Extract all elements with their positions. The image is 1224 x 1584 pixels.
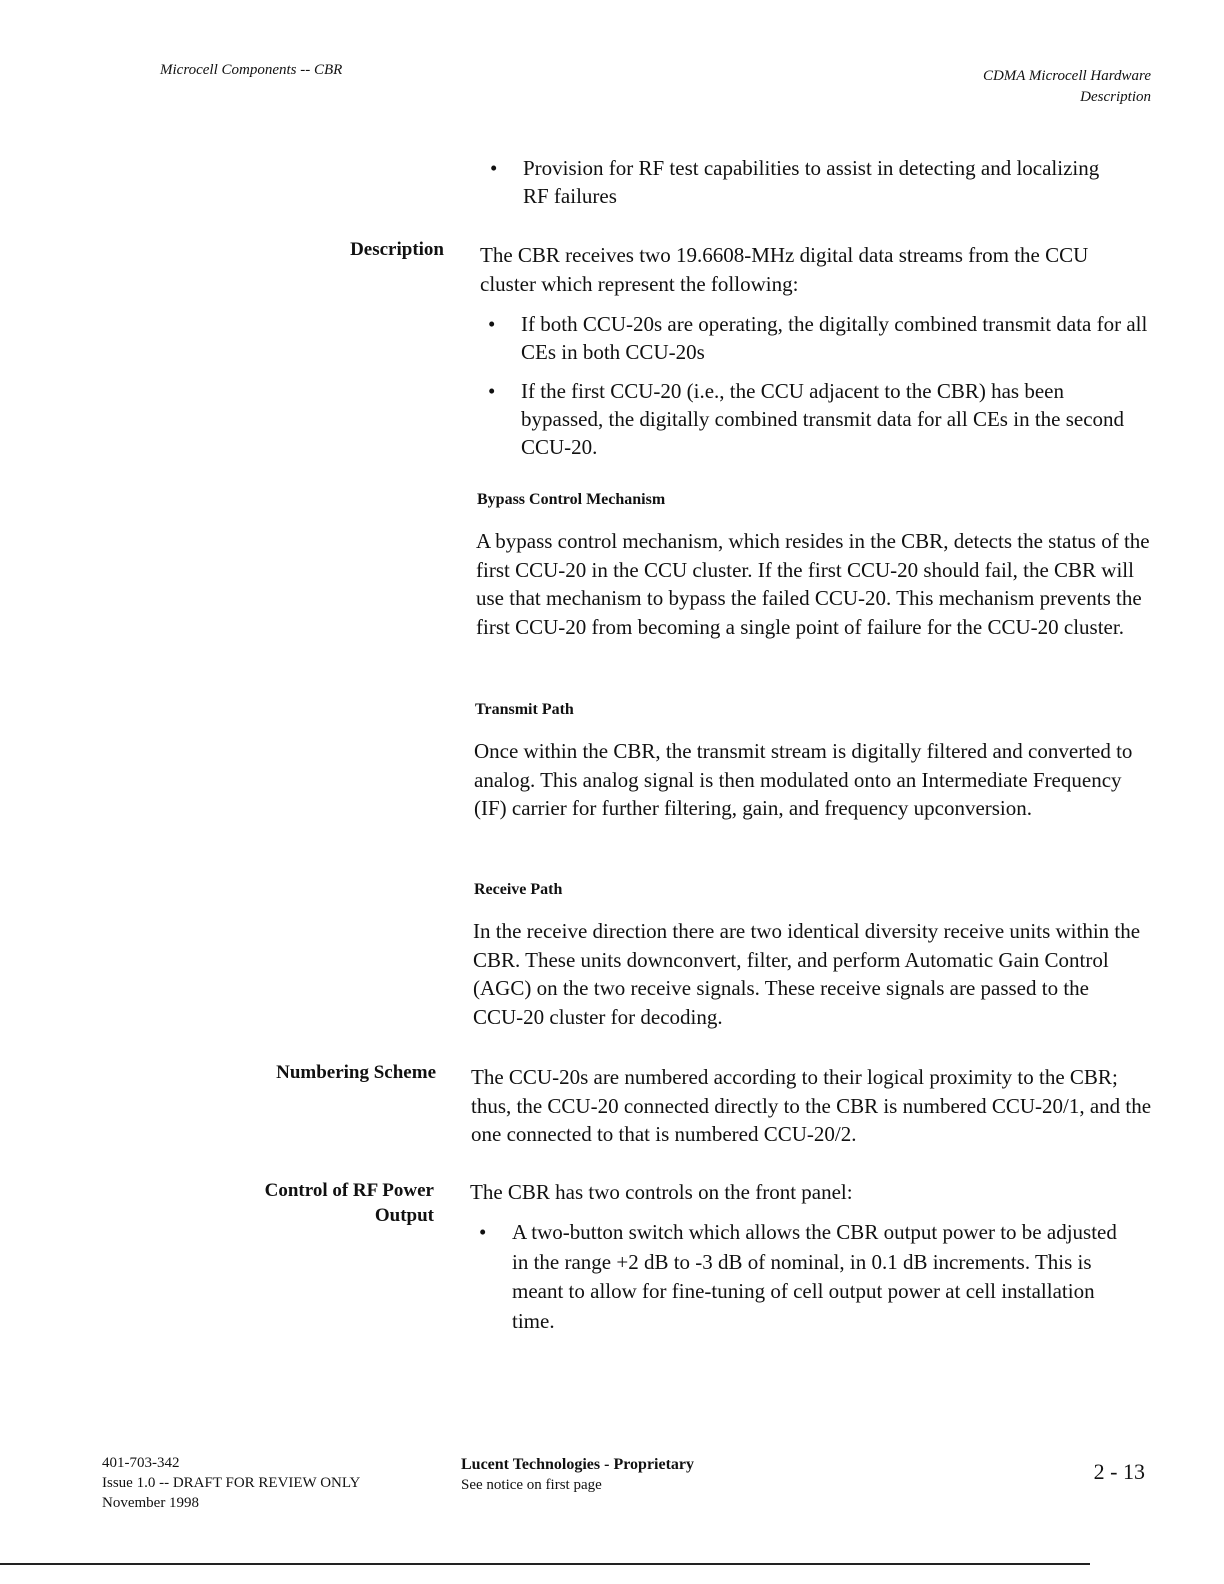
footer-company: Lucent Technologies - Proprietary [461,1456,695,1473]
intro-bullet [490,154,1103,210]
footer-center [461,1455,694,1495]
description-bullet [488,377,1151,461]
bullet-marker: • [488,312,496,336]
description-bullet [488,310,1161,366]
running-header-right-line1: CDMA Microcell Hardware [982,68,1151,84]
running-header-right-line2: Description [1080,89,1151,105]
rf-power-text: The CBR has two controls on the front panel: [470,1180,853,1204]
footer-left [102,1453,360,1513]
bypass-text: A bypass control mechanism, which resides in the CBR, detects the status of the first CCU-20 in the CCU cluster. If the first CCU-20 should fail, the CBR will use that mechanism to bypass the failed CCU-20. This mechanism prevents the first CCU-20 from becoming a single point of failure for the CCU-20 cluster. [476,529,1150,639]
footer-notice: See notice on first page [461,1477,602,1493]
running-header-left: Microcell Components -- CBR [160,62,343,78]
receive-heading: Receive Path [474,881,563,898]
page-number: 2 - 13 [1093,1459,1145,1484]
rf-power-bullet-text: A two-button switch which allows the CBR output power to be adjusted in the range +2 dB to -3 dB of nominal, in 0.1 dB increments. This is meant to allow for fine-tuning of cell output power at cell installation time. [512,1220,1117,1333]
running-header-right [983,66,1151,108]
rf-power-bullet [479,1218,1132,1336]
description-bullet-text: If both CCU-20s are operating, the digitally combined transmit data for all CEs in both CCU-20s [521,312,1148,364]
footer-rule [0,1563,1090,1565]
receive-text: In the receive direction there are two identical diversity receive units within the CBR. These units downconvert, filter, and perform Automatic Gain Control (AGC) on the two receive signals. These receive signals are passed to the CCU-20 cluster for decoding. [473,919,1141,1029]
transmit-text: Once within the CBR, the transmit stream is digitally filtered and converted to analog. This analog signal is then modulated onto an Intermediate Frequency (IF) carrier for further filtering, gain, and frequency upconversion. [474,739,1133,820]
bypass-heading: Bypass Control Mechanism [477,491,666,508]
numbering-text: The CCU-20s are numbered according to their logical proximity to the CBR; thus, the CCU-20 connected directly to the CBR is numbered CCU-20/1, and the one connected to that is numbered CCU-20/2. [471,1065,1152,1146]
rf-power-heading-line2: Output [374,1205,434,1226]
transmit-heading: Transmit Path [475,701,574,718]
bullet-marker: • [479,1220,487,1244]
footer-doc-number: 401-703-342 [102,1455,180,1471]
footer-date: November 1998 [102,1495,200,1511]
footer-issue: Issue 1.0 -- DRAFT FOR REVIEW ONLY [102,1475,361,1491]
description-bullet-text: If the first CCU-20 (i.e., the CCU adjacent to the CBR) has been bypassed, the digitally combined transmit data for all CEs in the second CCU-20. [521,379,1125,459]
bullet-marker: • [490,156,498,180]
rf-power-heading-line1: Control of RF Power [264,1180,434,1201]
intro-bullet-text: Provision for RF test capabilities to assist in detecting and localizing RF failures [523,156,1100,208]
rf-power-heading [214,1178,434,1228]
bullet-marker: • [488,379,496,403]
numbering-heading: Numbering Scheme [276,1062,436,1083]
description-text: The CBR receives two 19.6608-MHz digital data streams from the CCU cluster which represent the following: [480,243,1089,296]
description-heading: Description [350,239,444,260]
